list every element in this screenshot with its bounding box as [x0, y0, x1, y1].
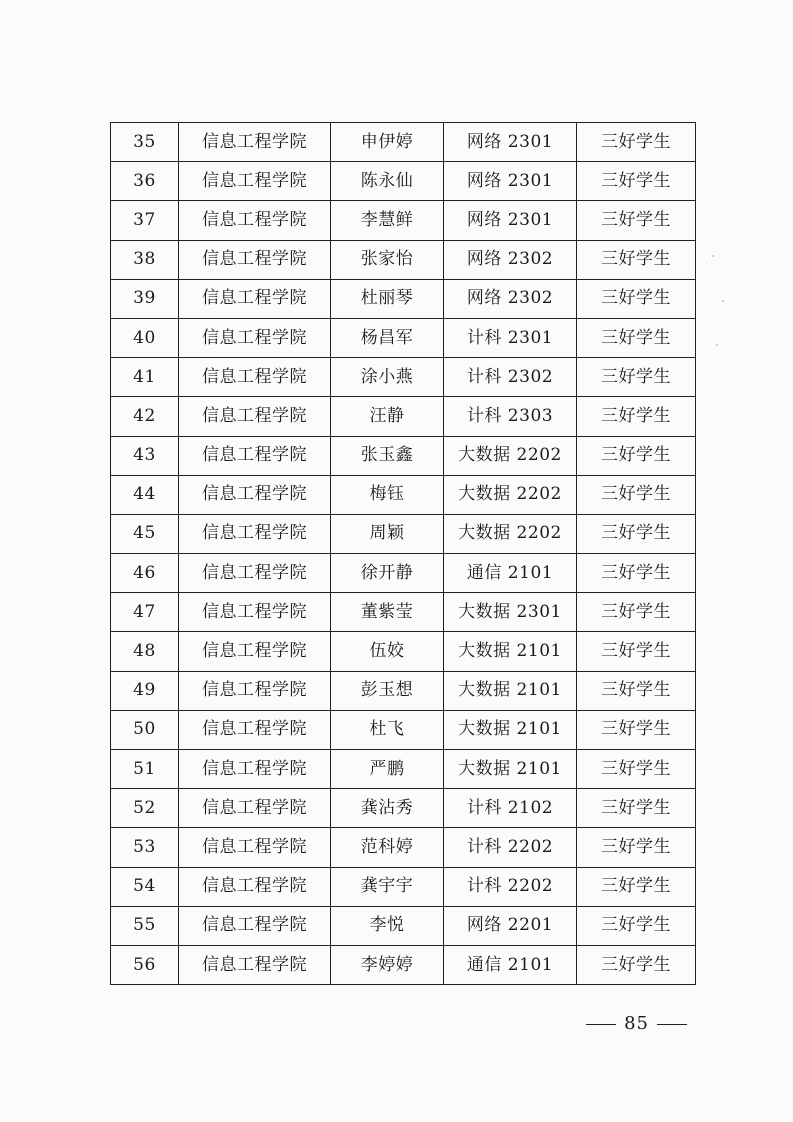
student-award-table [110, 122, 696, 985]
award-cell: 三好学生 [577, 318, 696, 357]
student-name-cell: 陈永仙 [331, 162, 444, 201]
college-cell: 信息工程学院 [179, 123, 331, 162]
table-row [111, 828, 696, 867]
student-name-cell: 梅钰 [331, 475, 444, 514]
left-dash [586, 1024, 616, 1025]
student-name-cell: 范科婷 [331, 828, 444, 867]
row-number-cell: 48 [111, 632, 179, 671]
row-number-cell: 52 [111, 789, 179, 828]
row-number-cell: 41 [111, 358, 179, 397]
row-number-cell: 56 [111, 945, 179, 984]
college-cell: 信息工程学院 [179, 201, 331, 240]
table-row [111, 750, 696, 789]
table-body [111, 123, 696, 985]
row-number-cell: 51 [111, 750, 179, 789]
college-cell: 信息工程学院 [179, 710, 331, 749]
table-row [111, 710, 696, 749]
class-cell: 大数据 2301 [444, 593, 577, 632]
class-cell: 网络 2302 [444, 240, 577, 279]
award-cell: 三好学生 [577, 279, 696, 318]
student-name-cell: 涂小燕 [331, 358, 444, 397]
row-number-cell: 49 [111, 671, 179, 710]
award-cell: 三好学生 [577, 554, 696, 593]
award-cell: 三好学生 [577, 240, 696, 279]
scan-speckle [722, 300, 724, 302]
college-cell: 信息工程学院 [179, 475, 331, 514]
award-cell: 三好学生 [577, 945, 696, 984]
college-cell: 信息工程学院 [179, 828, 331, 867]
college-cell: 信息工程学院 [179, 945, 331, 984]
student-name-cell: 杜飞 [331, 710, 444, 749]
student-name-cell: 汪静 [331, 397, 444, 436]
page-number [578, 1013, 695, 1034]
table-row [111, 201, 696, 240]
student-name-cell: 李婷婷 [331, 945, 444, 984]
row-number-cell: 50 [111, 710, 179, 749]
class-cell: 大数据 2202 [444, 436, 577, 475]
award-cell: 三好学生 [577, 162, 696, 201]
award-cell: 三好学生 [577, 867, 696, 906]
table-row [111, 867, 696, 906]
class-cell: 网络 2302 [444, 279, 577, 318]
award-cell: 三好学生 [577, 475, 696, 514]
student-name-cell: 杜丽琴 [331, 279, 444, 318]
award-cell: 三好学生 [577, 671, 696, 710]
row-number-cell: 36 [111, 162, 179, 201]
class-cell: 计科 2202 [444, 867, 577, 906]
class-cell: 通信 2101 [444, 554, 577, 593]
college-cell: 信息工程学院 [179, 436, 331, 475]
table-row [111, 554, 696, 593]
college-cell: 信息工程学院 [179, 318, 331, 357]
table-row [111, 514, 696, 553]
college-cell: 信息工程学院 [179, 789, 331, 828]
college-cell: 信息工程学院 [179, 162, 331, 201]
class-cell: 大数据 2101 [444, 710, 577, 749]
college-cell: 信息工程学院 [179, 240, 331, 279]
row-number-cell: 45 [111, 514, 179, 553]
college-cell: 信息工程学院 [179, 906, 331, 945]
award-cell: 三好学生 [577, 750, 696, 789]
award-cell: 三好学生 [577, 123, 696, 162]
class-cell: 大数据 2202 [444, 475, 577, 514]
college-cell: 信息工程学院 [179, 279, 331, 318]
class-cell: 大数据 2101 [444, 632, 577, 671]
class-cell: 大数据 2101 [444, 750, 577, 789]
student-name-cell: 张玉鑫 [331, 436, 444, 475]
student-name-cell: 张家怡 [331, 240, 444, 279]
student-name-cell: 李悦 [331, 906, 444, 945]
row-number-cell: 35 [111, 123, 179, 162]
class-cell: 大数据 2101 [444, 671, 577, 710]
student-name-cell: 徐开静 [331, 554, 444, 593]
row-number-cell: 44 [111, 475, 179, 514]
college-cell: 信息工程学院 [179, 358, 331, 397]
row-number-cell: 37 [111, 201, 179, 240]
table-row [111, 945, 696, 984]
row-number-cell: 54 [111, 867, 179, 906]
table-row [111, 632, 696, 671]
student-name-cell: 董紫莹 [331, 593, 444, 632]
table-row [111, 593, 696, 632]
student-name-cell: 龚沾秀 [331, 789, 444, 828]
class-cell: 计科 2301 [444, 318, 577, 357]
scan-speckle [716, 344, 718, 346]
student-name-cell: 伍姣 [331, 632, 444, 671]
college-cell: 信息工程学院 [179, 867, 331, 906]
row-number-cell: 47 [111, 593, 179, 632]
award-cell: 三好学生 [577, 632, 696, 671]
table-row [111, 318, 696, 357]
class-cell: 大数据 2202 [444, 514, 577, 553]
table-row [111, 436, 696, 475]
row-number-cell: 46 [111, 554, 179, 593]
table-row [111, 240, 696, 279]
row-number-cell: 39 [111, 279, 179, 318]
class-cell: 网络 2301 [444, 162, 577, 201]
table-row [111, 671, 696, 710]
scan-speckle [712, 255, 714, 257]
student-name-cell: 龚宇宇 [331, 867, 444, 906]
college-cell: 信息工程学院 [179, 671, 331, 710]
row-number-cell: 53 [111, 828, 179, 867]
row-number-cell: 43 [111, 436, 179, 475]
college-cell: 信息工程学院 [179, 397, 331, 436]
award-cell: 三好学生 [577, 906, 696, 945]
award-cell: 三好学生 [577, 710, 696, 749]
award-cell: 三好学生 [577, 358, 696, 397]
row-number-cell: 40 [111, 318, 179, 357]
table-row [111, 279, 696, 318]
class-cell: 网络 2201 [444, 906, 577, 945]
row-number-cell: 42 [111, 397, 179, 436]
award-cell: 三好学生 [577, 201, 696, 240]
table-row [111, 358, 696, 397]
student-name-cell: 李慧鲜 [331, 201, 444, 240]
college-cell: 信息工程学院 [179, 554, 331, 593]
student-name-cell: 杨昌军 [331, 318, 444, 357]
student-name-cell: 彭玉想 [331, 671, 444, 710]
table-row [111, 475, 696, 514]
class-cell: 计科 2102 [444, 789, 577, 828]
class-cell: 计科 2202 [444, 828, 577, 867]
table-row [111, 789, 696, 828]
college-cell: 信息工程学院 [179, 632, 331, 671]
award-cell: 三好学生 [577, 514, 696, 553]
scan-speckle [706, 263, 707, 264]
table-row [111, 906, 696, 945]
table-row [111, 123, 696, 162]
page-number-value: 85 [624, 1013, 649, 1034]
class-cell: 通信 2101 [444, 945, 577, 984]
table-row [111, 162, 696, 201]
college-cell: 信息工程学院 [179, 750, 331, 789]
row-number-cell: 38 [111, 240, 179, 279]
college-cell: 信息工程学院 [179, 514, 331, 553]
class-cell: 计科 2302 [444, 358, 577, 397]
award-cell: 三好学生 [577, 828, 696, 867]
student-name-cell: 申伊婷 [331, 123, 444, 162]
award-cell: 三好学生 [577, 397, 696, 436]
student-name-cell: 严鹏 [331, 750, 444, 789]
award-cell: 三好学生 [577, 593, 696, 632]
row-number-cell: 55 [111, 906, 179, 945]
student-name-cell: 周颖 [331, 514, 444, 553]
class-cell: 计科 2303 [444, 397, 577, 436]
table-row [111, 397, 696, 436]
award-cell: 三好学生 [577, 789, 696, 828]
right-dash [657, 1024, 687, 1025]
award-cell: 三好学生 [577, 436, 696, 475]
class-cell: 网络 2301 [444, 123, 577, 162]
college-cell: 信息工程学院 [179, 593, 331, 632]
class-cell: 网络 2301 [444, 201, 577, 240]
